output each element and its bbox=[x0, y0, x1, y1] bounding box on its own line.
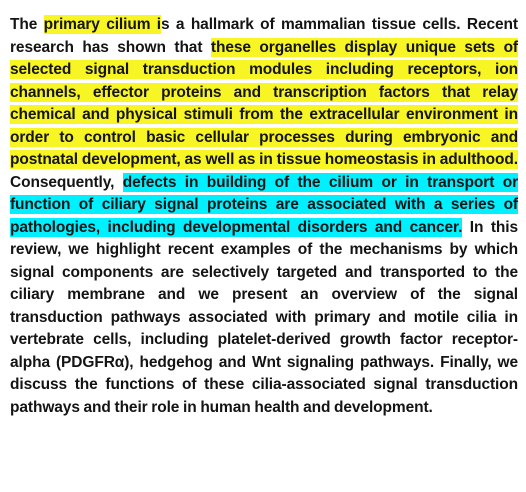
highlight-cyan-span: defects in building of the cilium or in transport or function of ciliary signal proteins are associated with a series of pathologies, including developmental disorders and cancer. bbox=[10, 173, 519, 236]
text-segment: s a hallmark of mammalian tissue cells. Recent research has shown that bbox=[10, 16, 518, 56]
text-segment: The bbox=[10, 16, 44, 33]
highlight-yellow-span: primary cilium i bbox=[43, 16, 161, 33]
highlight-yellow-span: these organelles display unique sets of selected signal transduction modules including receptors, ion channels, effector proteins and transcription factors that relay chemical and physical stimuli from the extracellular environment in order to control basic cellular processes during embryonic and postnatal development, as well as in tissue homeostasis in adulthood. bbox=[10, 38, 518, 168]
abstract-paragraph bbox=[10, 14, 518, 419]
text-segment: In this review, we highlight recent examples of the mechanisms by which signal components are selectively targeted and transported to the ciliary membrane and we present an overview of the signal transduction pathways associated with primary and motile cilia in vertebrate cells, including platelet-derived growth factor receptor-alpha (PDGFRα), hedgehog and Wnt signaling pathways. Finally, we discuss the functions of these cilia-associated signal transduction pathways and their role in human health and development. bbox=[10, 218, 518, 416]
text-segment: Consequently, bbox=[10, 173, 123, 191]
